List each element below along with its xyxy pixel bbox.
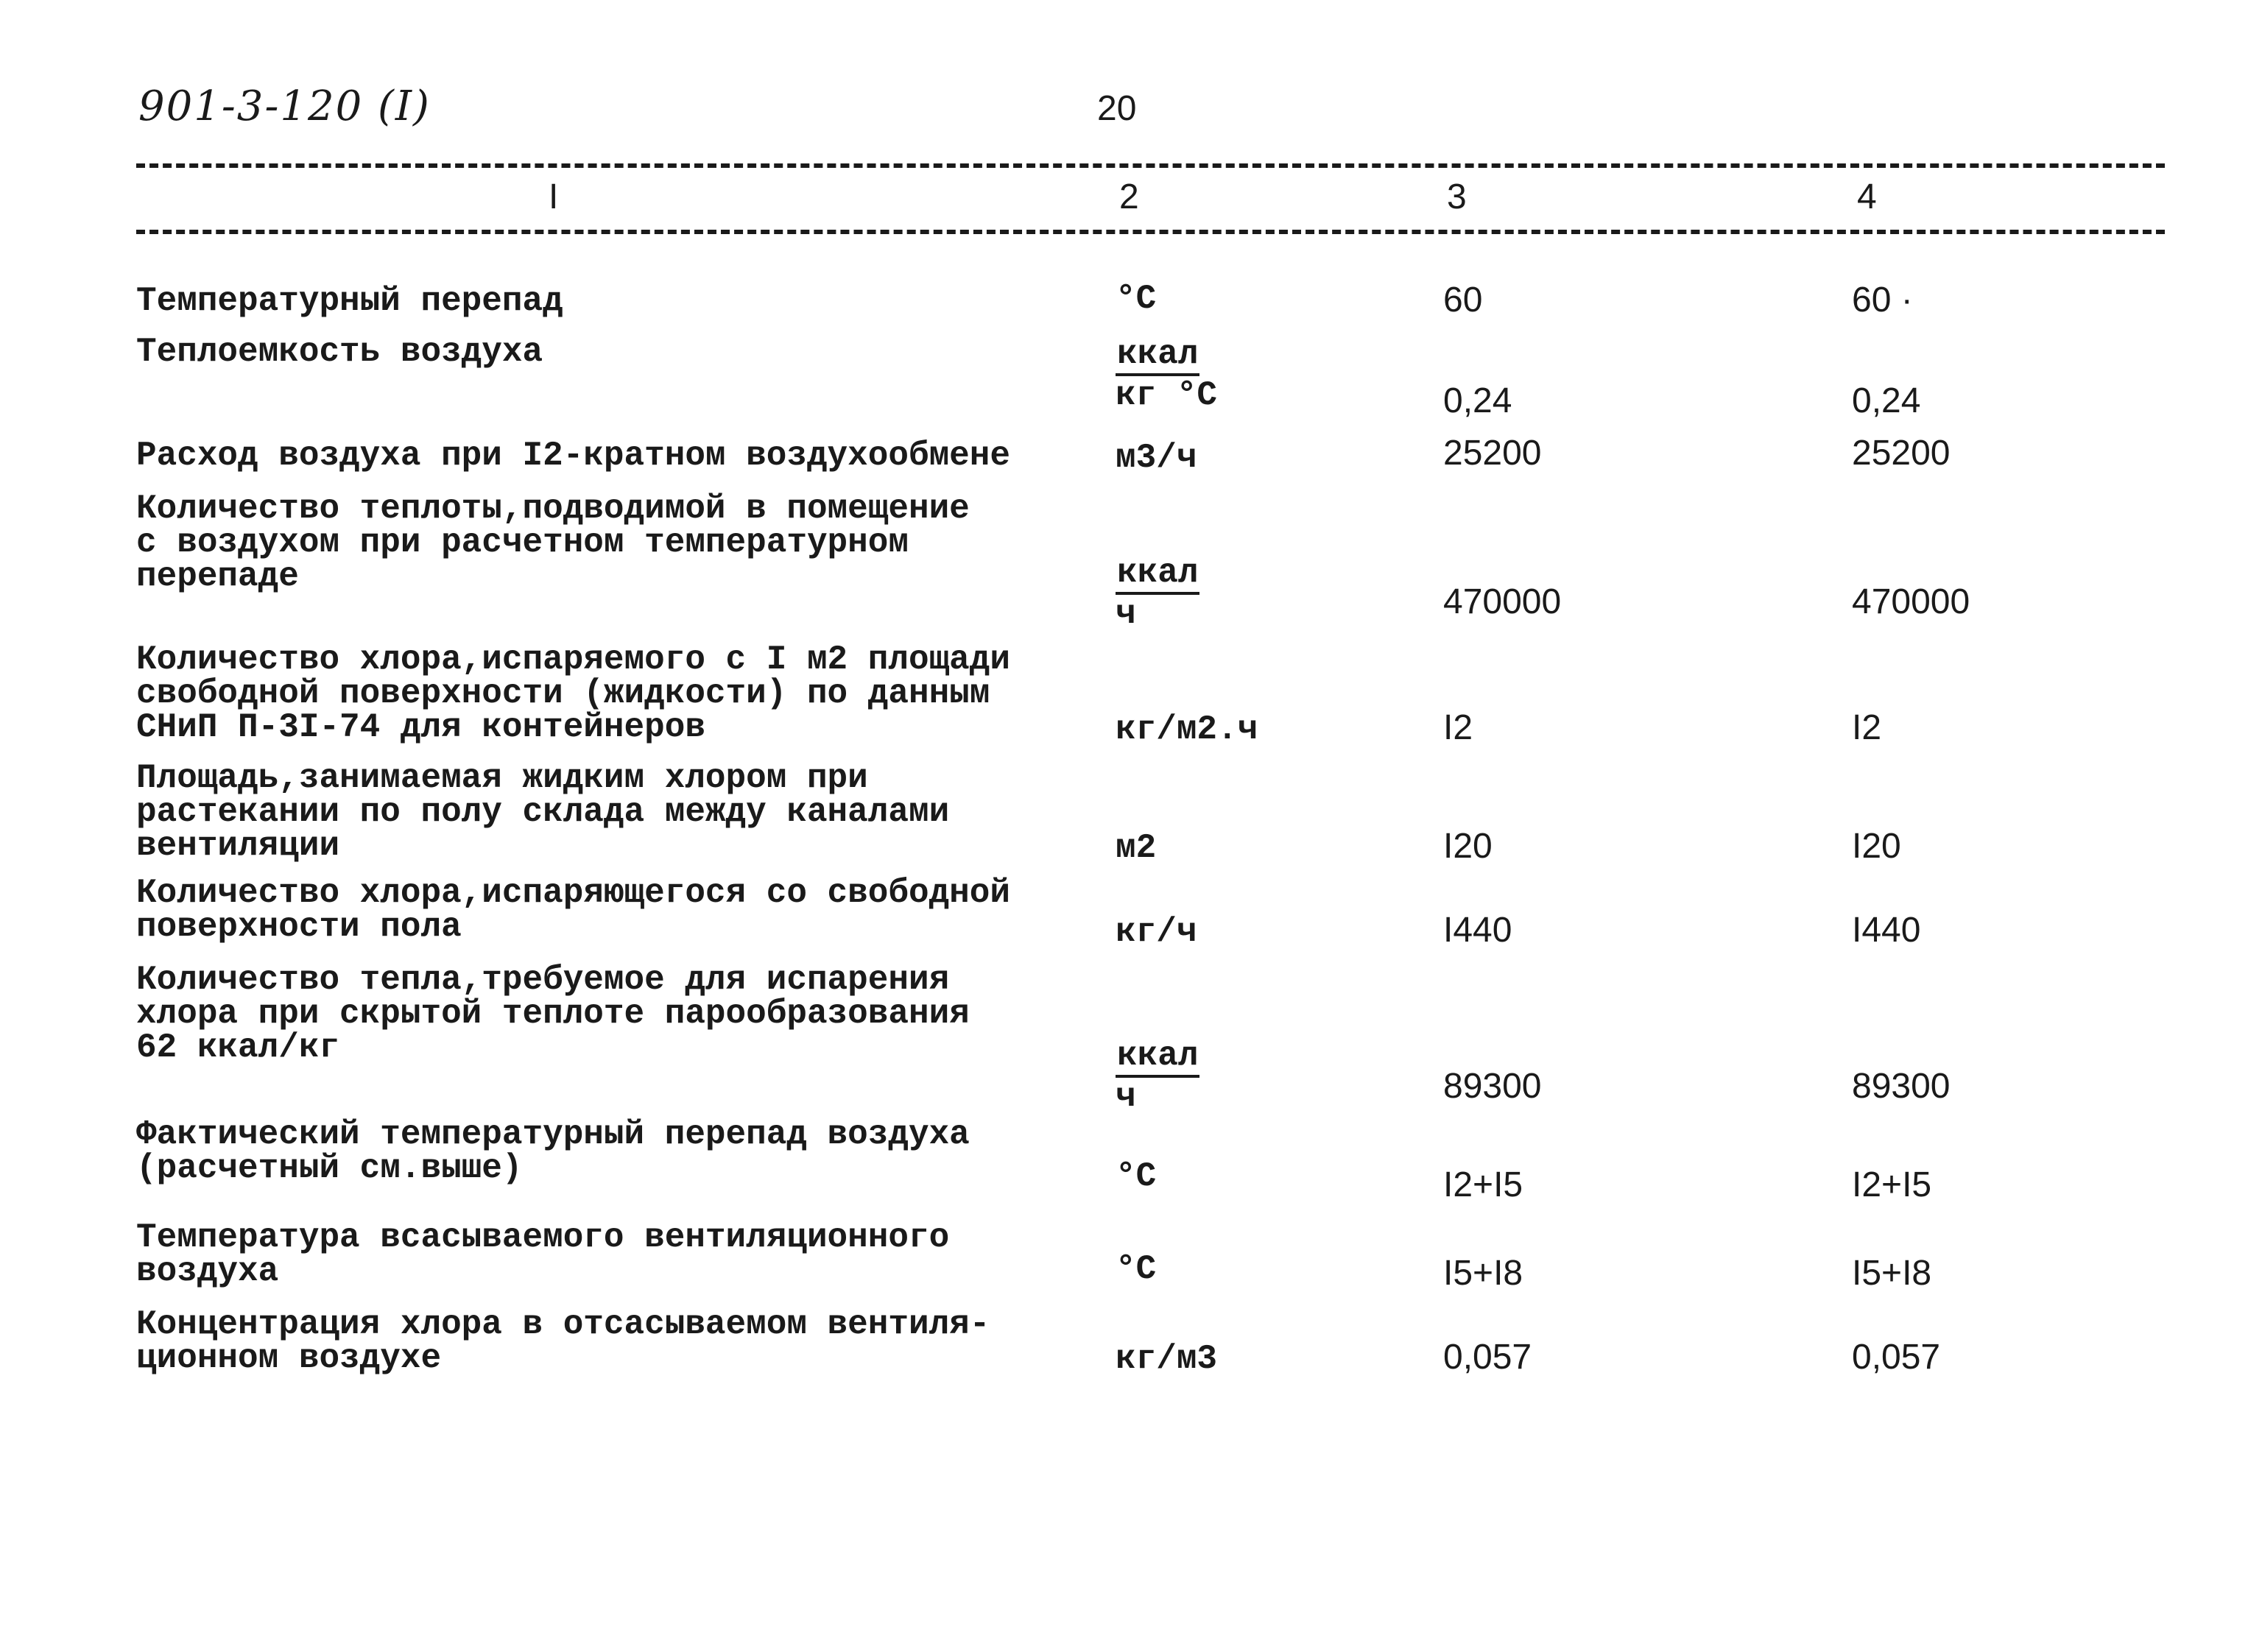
row-unit: м3/ч — [1116, 439, 1197, 477]
row-label: Теплоемкость воздуха — [136, 333, 543, 371]
unit-denominator: кг °C — [1116, 376, 1218, 414]
row-label: Количество теплоты,подводимой в помещение с воздухом при расчетном температурном перепаде — [136, 490, 970, 596]
row-value-4: I20 — [1852, 827, 1901, 866]
unit-numerator: ккал — [1116, 1037, 1199, 1078]
unit-denominator: ч — [1116, 1078, 1136, 1116]
row-value-3: I2 — [1443, 708, 1473, 747]
unit-numerator: ккал — [1116, 335, 1199, 376]
row-label: Температура всасываемого вентиляционного воздуха — [136, 1218, 950, 1291]
row-label: Фактический температурный перепад воздуха (расчетный см.выше) — [136, 1115, 970, 1187]
row-value-3: 470000 — [1443, 582, 1562, 621]
row-label: Площадь,занимаемая жидким хлором при растекании по полу склада между каналами вентиляции — [136, 759, 950, 865]
row-value-4: 470000 — [1852, 582, 1970, 621]
row-value-3: 60 — [1443, 280, 1483, 320]
row-unit-fraction — [1116, 1037, 1199, 1116]
row-value-4: 60 · — [1852, 280, 1913, 320]
row-label: Количество хлора,испаряющегося со свободной поверхности пола — [136, 874, 1010, 946]
row-unit: кг/м2.ч — [1116, 710, 1258, 749]
row-unit: °C — [1116, 1250, 1157, 1288]
column-header-1: I — [549, 177, 559, 216]
row-value-4: I2+I5 — [1852, 1165, 1932, 1204]
row-value-3: 89300 — [1443, 1067, 1542, 1106]
column-header-3: 3 — [1447, 177, 1467, 216]
unit-denominator: ч — [1116, 595, 1136, 633]
row-label: Количество тепла,требуемое для испарения хлора при скрытой теплоте парообразования 62 ккал/кг — [136, 961, 970, 1067]
row-value-4: 0,24 — [1852, 381, 1921, 420]
row-unit: °C — [1116, 280, 1157, 318]
row-label: Расход воздуха при I2-кратном воздухообмене — [136, 437, 1010, 475]
row-value-4: I2 — [1852, 708, 1882, 747]
row-unit: кг/ч — [1116, 913, 1197, 951]
unit-numerator: ккал — [1116, 554, 1199, 595]
row-unit-fraction — [1116, 554, 1199, 633]
row-value-3: 0,057 — [1443, 1338, 1532, 1377]
row-label: Количество хлора,испаряемого с I м2 площади свободной поверхности (жидкости) по данным СНиП П-3I-74 для контейнеров — [136, 640, 1010, 746]
column-header-2: 2 — [1119, 177, 1139, 216]
row-value-4: 89300 — [1852, 1067, 1951, 1106]
row-value-4: I440 — [1852, 911, 1921, 950]
row-value-4: 25200 — [1852, 434, 1951, 473]
row-unit: °C — [1116, 1157, 1157, 1196]
top-dashed-rule — [136, 163, 2165, 168]
header-dashed-rule — [136, 230, 2165, 234]
row-value-3: I20 — [1443, 827, 1493, 866]
document-code: 901-3-120 (I) — [138, 82, 431, 130]
row-value-4: 0,057 — [1852, 1338, 1941, 1377]
row-value-3: 0,24 — [1443, 381, 1512, 420]
column-header-4: 4 — [1857, 177, 1877, 216]
row-value-3: I5+I8 — [1443, 1254, 1523, 1293]
row-unit-fraction — [1116, 335, 1217, 414]
page-number: 20 — [1097, 89, 1137, 128]
row-value-4: I5+I8 — [1852, 1254, 1932, 1293]
row-unit: м2 — [1116, 829, 1157, 867]
row-value-3: 25200 — [1443, 434, 1542, 473]
row-value-3: I2+I5 — [1443, 1165, 1523, 1204]
row-value-3: I440 — [1443, 911, 1512, 950]
row-unit: кг/м3 — [1116, 1340, 1218, 1378]
row-label: Концентрация хлора в отсасываемом вентиля- ционном воздухе — [136, 1305, 990, 1377]
row-label: Температурный перепад — [136, 282, 563, 320]
